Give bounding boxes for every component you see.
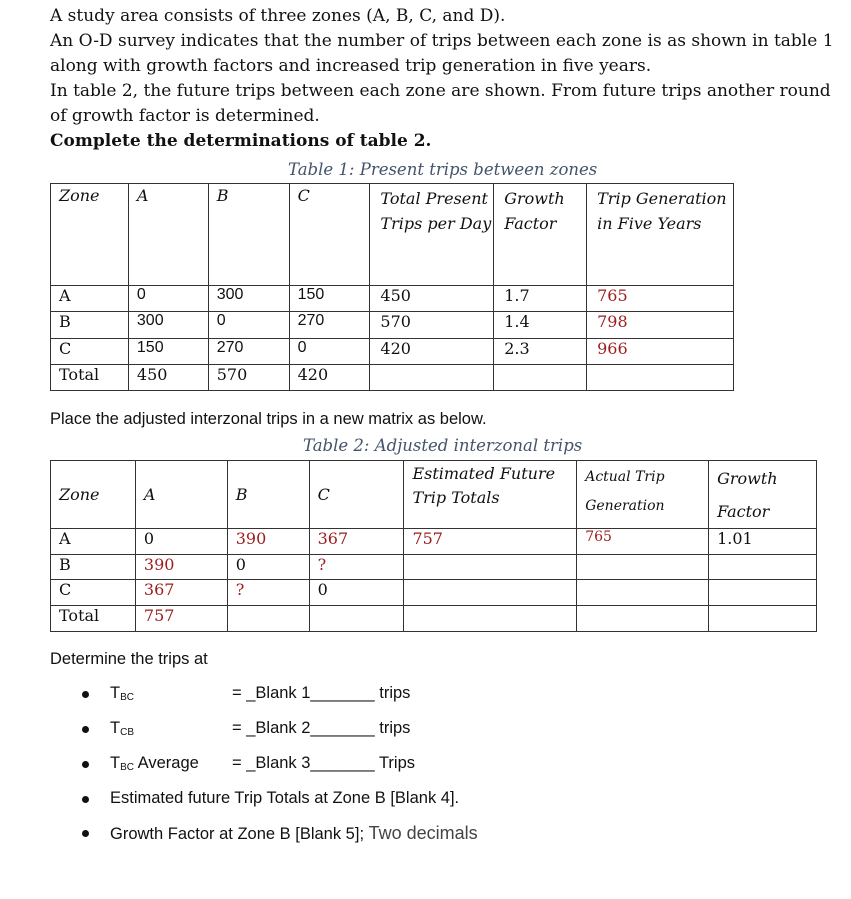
table1-cell: B [51,312,129,339]
table2-cell [709,606,817,632]
table2-row-a [51,529,817,555]
intro-line-2: An O-D survey indicates that the number of trips between each zone is as shown in table 1 along with growth factors and increased trip generation in five years. [50,31,834,76]
table2-cell: 0 [135,529,227,555]
blank-2-field[interactable]: = _Blank 2_______ trips [232,719,411,737]
place-instruction: Place the adjusted interzonal trips in a new matrix as below. [50,410,487,428]
bullet-icon [82,761,89,768]
table1-row-c [51,339,734,365]
table2-cell: 390 [135,555,227,580]
table2-cell-unknown: ? [309,555,404,580]
table1-header-row [51,184,734,286]
bullet-icon [82,830,89,837]
table2-cell: 757 [135,606,227,632]
table2-cell: 1.01 [709,529,817,555]
table1-cell: 0 [128,286,208,312]
question-label-main: T [110,719,121,737]
table1-cell: 0 [289,339,370,365]
question-label-suffix: Average [134,754,199,772]
table2-cell: 0 [309,580,404,606]
table2-cell: 765 [577,529,709,555]
table1-cell [370,365,494,391]
table1-header-cell: Growth Factor [494,184,587,286]
table2-cell [577,606,709,632]
table1-header-cell: Trip Generation in Five Years [587,184,734,286]
problem-statement [50,4,840,154]
determine-title: Determine the trips at [50,650,208,668]
blank-5-text: Growth Factor at Zone B [Blank 5]; [110,825,369,843]
table2-header-cell: C [309,461,404,529]
table1-header-cell: Total Present Trips per Day [370,184,494,286]
table1-cell: 420 [370,339,494,365]
blank-5-question[interactable] [110,823,478,844]
table1-cell: 450 [128,365,208,391]
table2-cell [577,555,709,580]
question-tbc-label [110,684,134,703]
table2-cell [404,606,577,632]
table1-header-cell: B [208,184,289,286]
table1-cell: Total [51,365,129,391]
intro-line-1: A study area consists of three zones (A, B, C, and D). [50,6,506,26]
table2-cell [227,606,309,632]
intro-line-3: In table 2, the future trips between each zone are shown. From future trips another round of growth factor is determined. [50,81,831,126]
table1-cell: 150 [289,286,370,312]
table1 [50,183,734,391]
table2-cell-unknown: ? [227,580,309,606]
table1-header-cell: C [289,184,370,286]
table1-row-total [51,365,734,391]
table1-cell: 300 [128,312,208,339]
table2-header-cell: Growth Factor [709,461,817,529]
table1-cell: 420 [289,365,370,391]
table2-header-cell: Actual Trip Generation [577,461,709,529]
table1-cell: 300 [208,286,289,312]
question-label-main: T [110,684,121,702]
table1-cell: 150 [128,339,208,365]
table1-cell: A [51,286,129,312]
blank-1-field[interactable]: = _Blank 1_______ trips [232,684,411,702]
table2 [50,460,817,632]
intro-line-4: Complete the determinations of table 2. [50,131,432,151]
question-label-sub: BC [120,692,134,703]
table1-cell: 1.7 [494,286,587,312]
table2-row-b [51,555,817,580]
table2-row-total [51,606,817,632]
table2-cell: B [51,555,136,580]
table1-cell: 1.4 [494,312,587,339]
table1-header-cell: Zone [51,184,129,286]
bullet-icon [82,726,89,733]
table2-cell: A [51,529,136,555]
table2-cell [709,580,817,606]
question-label-sub: BC [120,762,134,773]
table2-cell [577,580,709,606]
table2-cell: 390 [227,529,309,555]
bullet-icon [82,796,89,803]
table1-cell: 570 [208,365,289,391]
bullet-icon [82,691,89,698]
table2-row-c [51,580,817,606]
table1-row-a [51,286,734,312]
table2-header-cell: Zone [51,461,136,529]
table1-row-b [51,312,734,339]
table2-cell: 367 [309,529,404,555]
table2-cell [709,555,817,580]
table2-cell: 0 [227,555,309,580]
table1-cell: 2.3 [494,339,587,365]
table2-cell [404,555,577,580]
table1-cell: 0 [208,312,289,339]
blank-4-question[interactable]: Estimated future Trip Totals at Zone B [Blank 4]. [110,789,460,807]
table2-header-cell: B [227,461,309,529]
table2-header-cell: Estimated Future Trip Totals [404,461,577,529]
table1-cell: 270 [289,312,370,339]
question-tcb-label [110,719,134,738]
table1-caption: Table 1: Present trips between zones [288,160,598,179]
table1-header-cell: A [128,184,208,286]
question-label-sub: CB [120,727,134,738]
table2-header-row [51,461,817,529]
table1-cell: 798 [587,312,734,339]
table1-cell: 570 [370,312,494,339]
table2-header-cell: A [135,461,227,529]
question-label-main: T [110,754,121,772]
table2-cell: C [51,580,136,606]
table2-cell: Total [51,606,136,632]
table2-caption: Table 2: Adjusted interzonal trips [303,436,583,455]
table2-cell: 757 [404,529,577,555]
table1-cell: C [51,339,129,365]
blank-5-precision-note: Two decimals [368,823,478,843]
table2-cell: 367 [135,580,227,606]
table2-cell [404,580,577,606]
table1-cell: 450 [370,286,494,312]
table1-cell: 966 [587,339,734,365]
question-tbc-average-label [110,754,199,773]
table2-cell [309,606,404,632]
blank-3-field[interactable]: = _Blank 3_______ Trips [232,754,416,772]
table1-cell [587,365,734,391]
table1-cell: 270 [208,339,289,365]
table1-cell [494,365,587,391]
table1-cell: 765 [587,286,734,312]
